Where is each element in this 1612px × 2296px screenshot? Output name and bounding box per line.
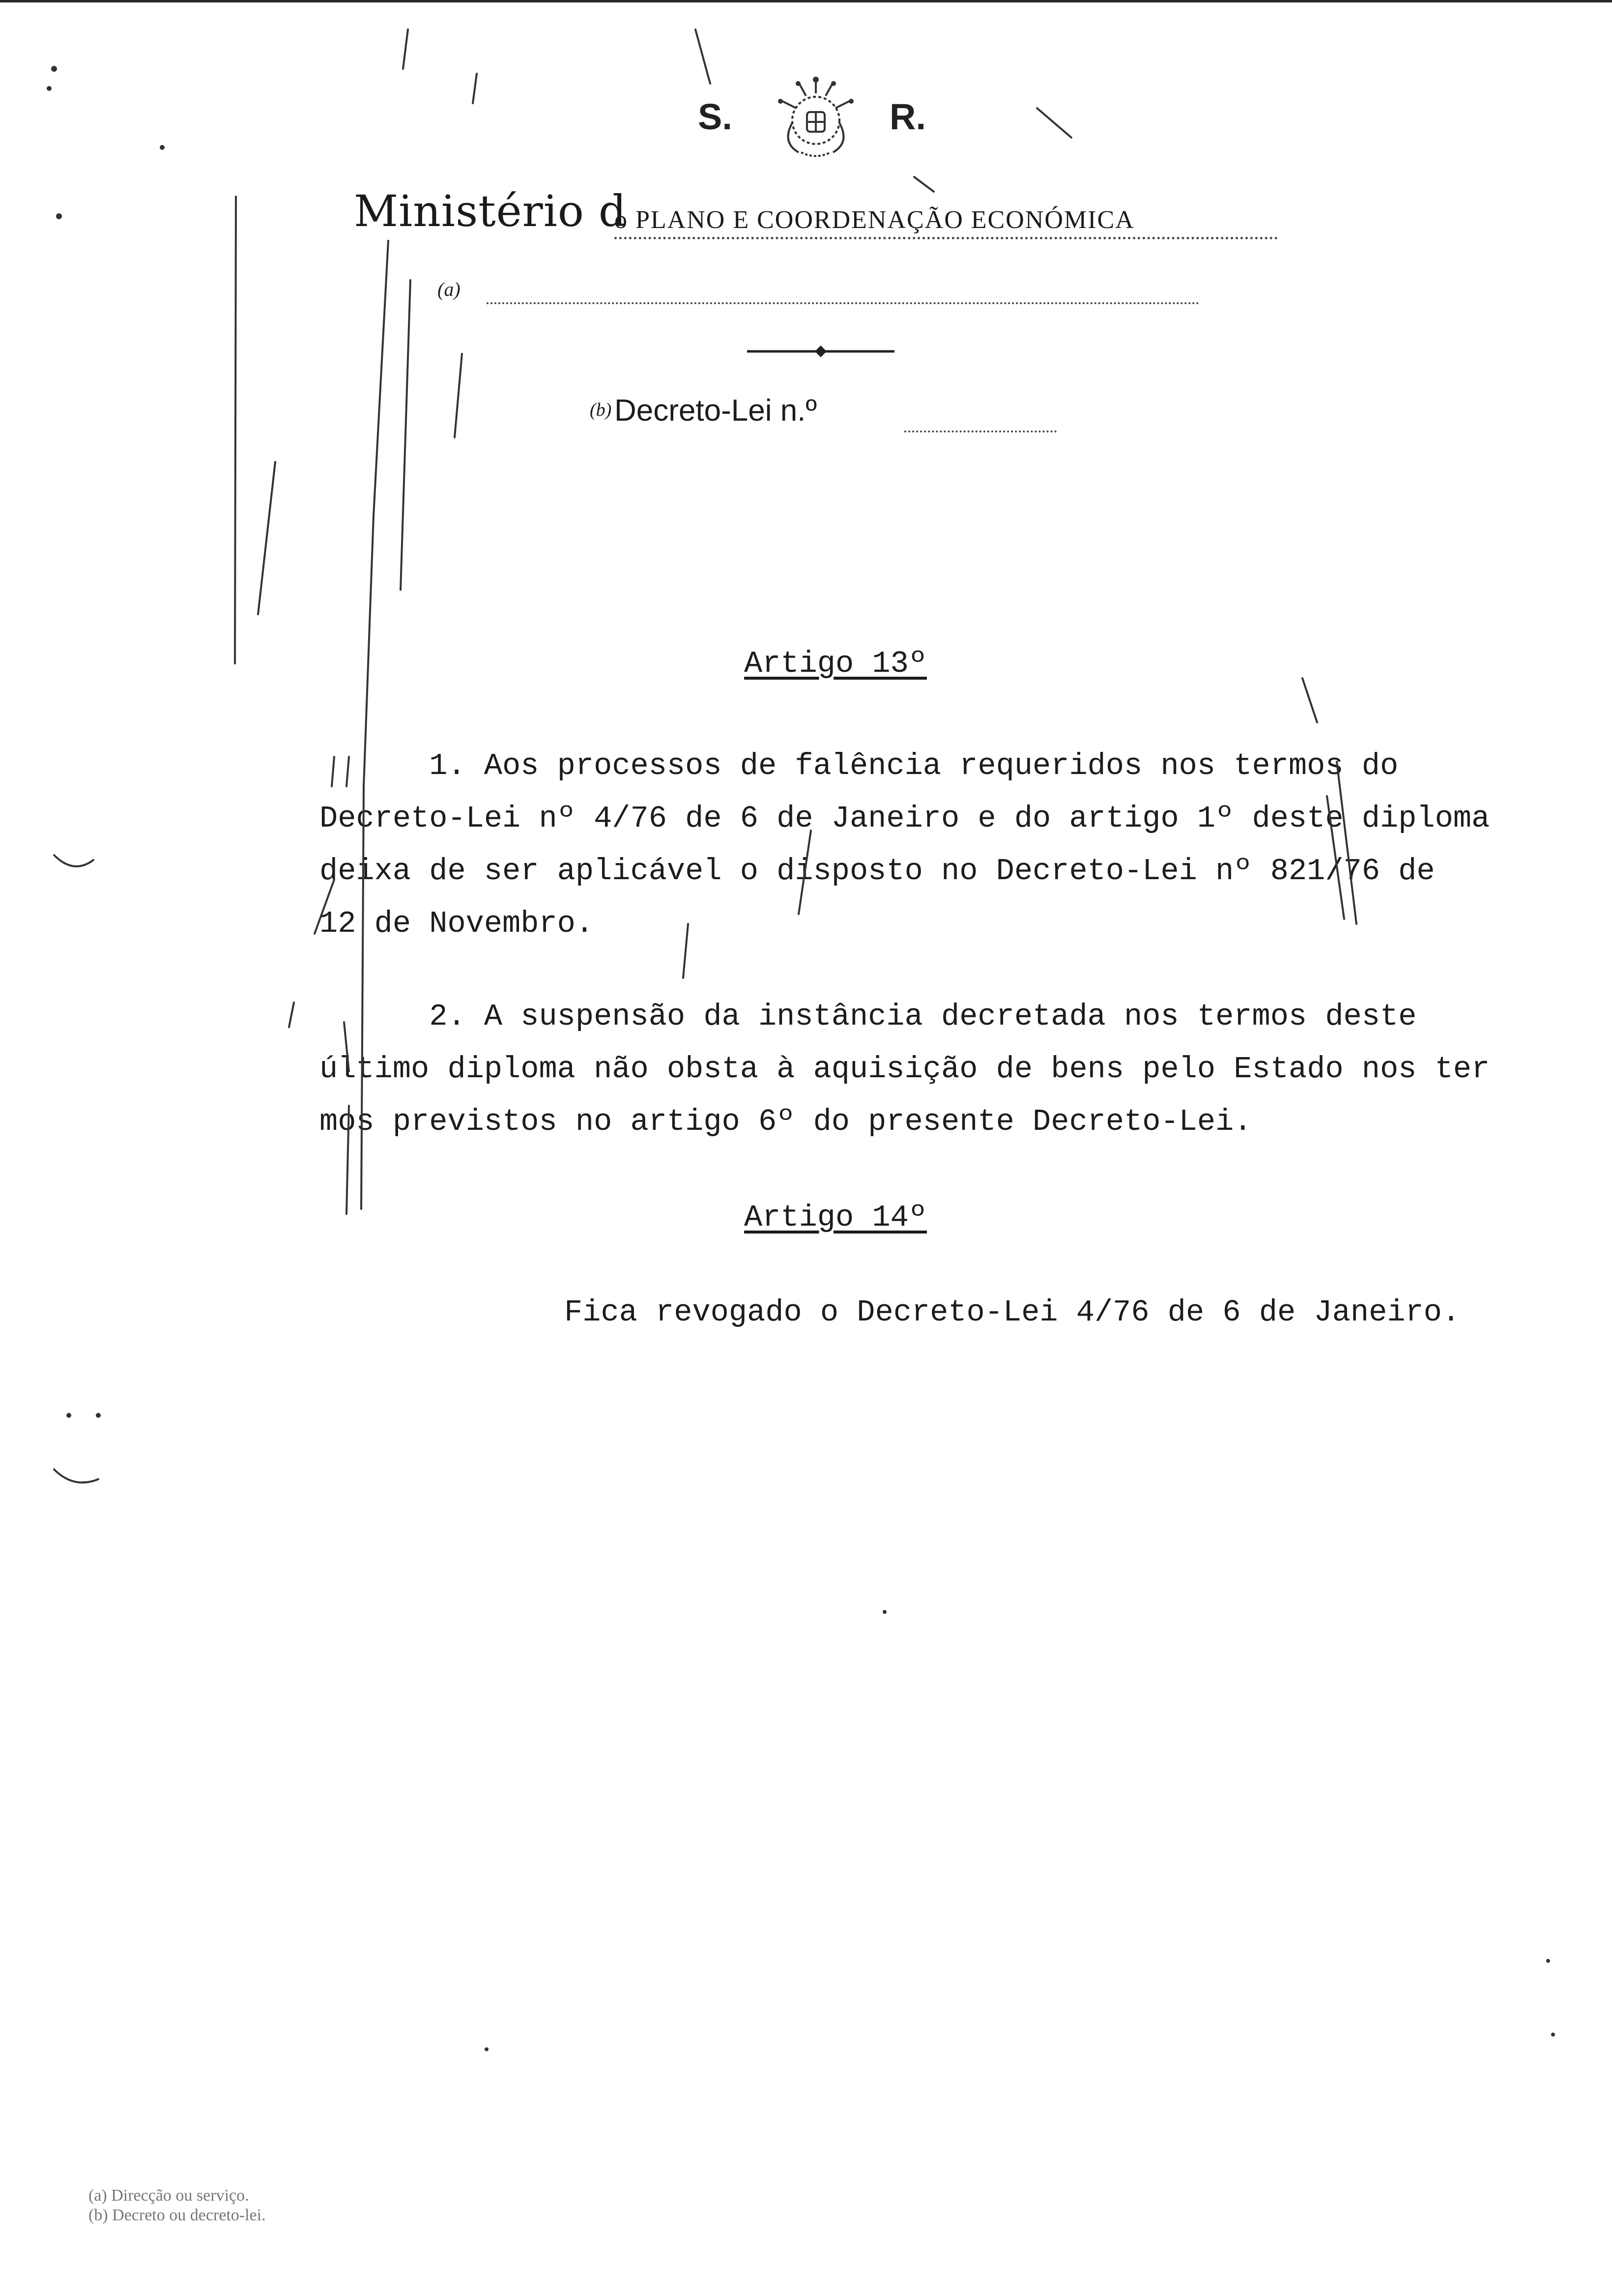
paragraph-line: 1. Aos processos de falência requeridos nos termos do [319,748,1399,783]
paragraph-line: 2. A suspensão da instância decretada nos termos deste [319,999,1417,1034]
ornamental-divider [747,342,894,361]
top-border-rule [0,0,1612,2]
decreto-line [590,393,1057,437]
article-13-title: Artigo 13º [744,646,927,681]
coat-of-arms-icon [762,74,870,162]
paragraph-line: Decreto-Lei nº 4/76 de 6 de Janeiro e do artigo 1º deste diploma [319,801,1490,836]
paragraph-line: último diploma não obsta à aquisição de bens pelo Estado nos ter [319,1052,1490,1087]
field-a-label: (a) [437,278,461,300]
article-14-title: Artigo 14º [744,1200,927,1235]
decreto-b-label: (b) [590,400,612,420]
footnote-b: (b) Decreto ou decreto-lei. [88,2206,266,2224]
decreto-label: Decreto-Lei n.º [614,394,817,428]
article-13-paragraph-2 [319,990,1607,1148]
header-sr [698,74,944,167]
footnotes [88,2186,266,2225]
ministry-dotted-line [614,237,1278,239]
article-13-paragraph-1 [319,740,1607,950]
ministry-word: Ministério d [354,186,627,236]
ministry-name: o PLANO E COORDENAÇÃO ECONÓMICA [614,206,1135,234]
decreto-dotted-line [904,430,1057,432]
field-a-dotted-line [487,302,1199,304]
paragraph-line: 12 de Novembro. [319,906,594,941]
header-left-letter: S. [698,96,732,137]
footnote-a: (a) Direcção ou serviço. [88,2186,249,2205]
ministry-line [354,184,1278,243]
article-14-paragraph: Fica revogado o Decreto-Lei 4/76 de 6 de Janeiro. [564,1295,1461,1330]
paragraph-line: mos previstos no artigo 6º do presente Decreto-Lei. [319,1104,1252,1139]
paragraph-line: deixa de ser aplicável o disposto no Decreto-Lei nº 821/76 de [319,854,1435,889]
header-right-letter: R. [890,96,926,137]
